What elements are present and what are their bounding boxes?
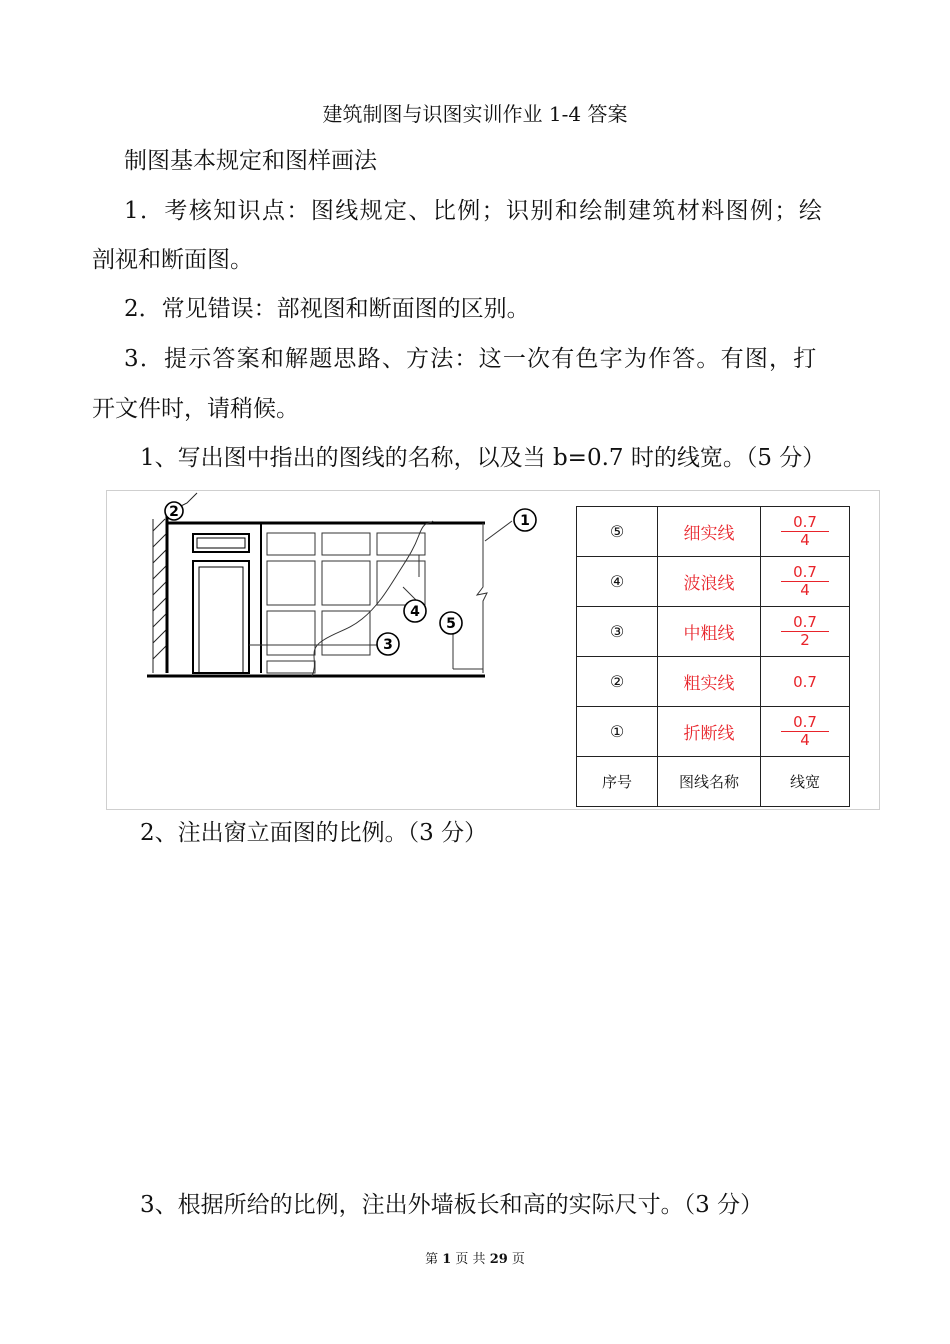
line-width-fraction: [781, 564, 829, 599]
row-number: ③: [577, 607, 658, 657]
line-width-fraction: [781, 614, 829, 649]
callout-1-label: 1: [520, 513, 530, 529]
table-row: [577, 557, 850, 607]
paragraph-1-line-1: 1．考核知识点：图线规定、比例；识别和绘制建筑材料图例；绘: [124, 198, 824, 224]
paragraph-3-line-2: 开文件时，请稍候。: [92, 396, 299, 422]
page-footer: [0, 1248, 950, 1267]
callout-4-label: 4: [410, 604, 420, 620]
fraction-denominator: 4: [800, 731, 810, 749]
line-width-fraction: [781, 514, 829, 549]
callout-2-label: 2: [169, 504, 179, 520]
question-3: 3、根据所给的比例，注出外墙板长和高的实际尺寸。（3 分）: [140, 1192, 764, 1218]
paragraph-2: 2．常见错误：部视图和断面图的区别。: [124, 296, 530, 322]
footer-mid: 页 共: [455, 1252, 486, 1267]
line-width: [761, 607, 850, 657]
line-name: 波浪线: [658, 557, 761, 607]
section-heading: 制图基本规定和图样画法: [124, 148, 377, 174]
fraction-numerator: 0.7: [781, 514, 829, 532]
paragraph-3-line-1: 3．提示答案和解题思路、方法：这一次有色字为作答。有图，打: [124, 346, 818, 372]
row-number: ⑤: [577, 507, 658, 557]
line-width: [761, 657, 850, 707]
line-answer-table: [576, 506, 850, 807]
header-line-name: 图线名称: [658, 757, 761, 807]
window-elevation-drawing: [107, 491, 577, 809]
fraction-denominator: 4: [800, 581, 810, 599]
footer-prefix: 第: [425, 1252, 439, 1267]
header-number: 序号: [577, 757, 658, 807]
callout-3-label: 3: [383, 637, 393, 653]
table-row: [577, 707, 850, 757]
line-name: 细实线: [658, 507, 761, 557]
row-number: ①: [577, 707, 658, 757]
line-width: [761, 707, 850, 757]
footer-suffix: 页: [511, 1252, 525, 1267]
question-1: 1、写出图中指出的图线的名称，以及当 b=0.7 时的线宽。（5 分）: [140, 445, 826, 471]
fraction-numerator: 0.7: [781, 564, 829, 582]
table-header-row: [577, 757, 850, 807]
table-row: [577, 607, 850, 657]
callout-5-label: 5: [446, 616, 456, 632]
line-name: 粗实线: [658, 657, 761, 707]
paragraph-1-line-2: 剖视和断面图。: [92, 247, 253, 273]
header-line-width: 线宽: [761, 757, 850, 807]
footer-page-number: 1: [442, 1252, 452, 1267]
line-types-figure: [106, 490, 880, 810]
row-number: ②: [577, 657, 658, 707]
line-width-value: 0.7: [793, 672, 817, 691]
line-width: [761, 557, 850, 607]
line-width-fraction: [781, 714, 829, 749]
fraction-numerator: 0.7: [781, 614, 829, 632]
fraction-numerator: 0.7: [781, 714, 829, 732]
table-row: [577, 507, 850, 557]
footer-total-pages: 29: [489, 1252, 508, 1267]
table-row: [577, 657, 850, 707]
line-width: [761, 507, 850, 557]
row-number: ④: [577, 557, 658, 607]
line-name: 中粗线: [658, 607, 761, 657]
document-title: 建筑制图与识图实训作业 1-4 答案: [322, 102, 628, 126]
question-2: 2、注出窗立面图的比例。（3 分）: [140, 820, 488, 846]
fraction-denominator: 2: [800, 631, 810, 649]
line-name: 折断线: [658, 707, 761, 757]
fraction-denominator: 4: [800, 531, 810, 549]
